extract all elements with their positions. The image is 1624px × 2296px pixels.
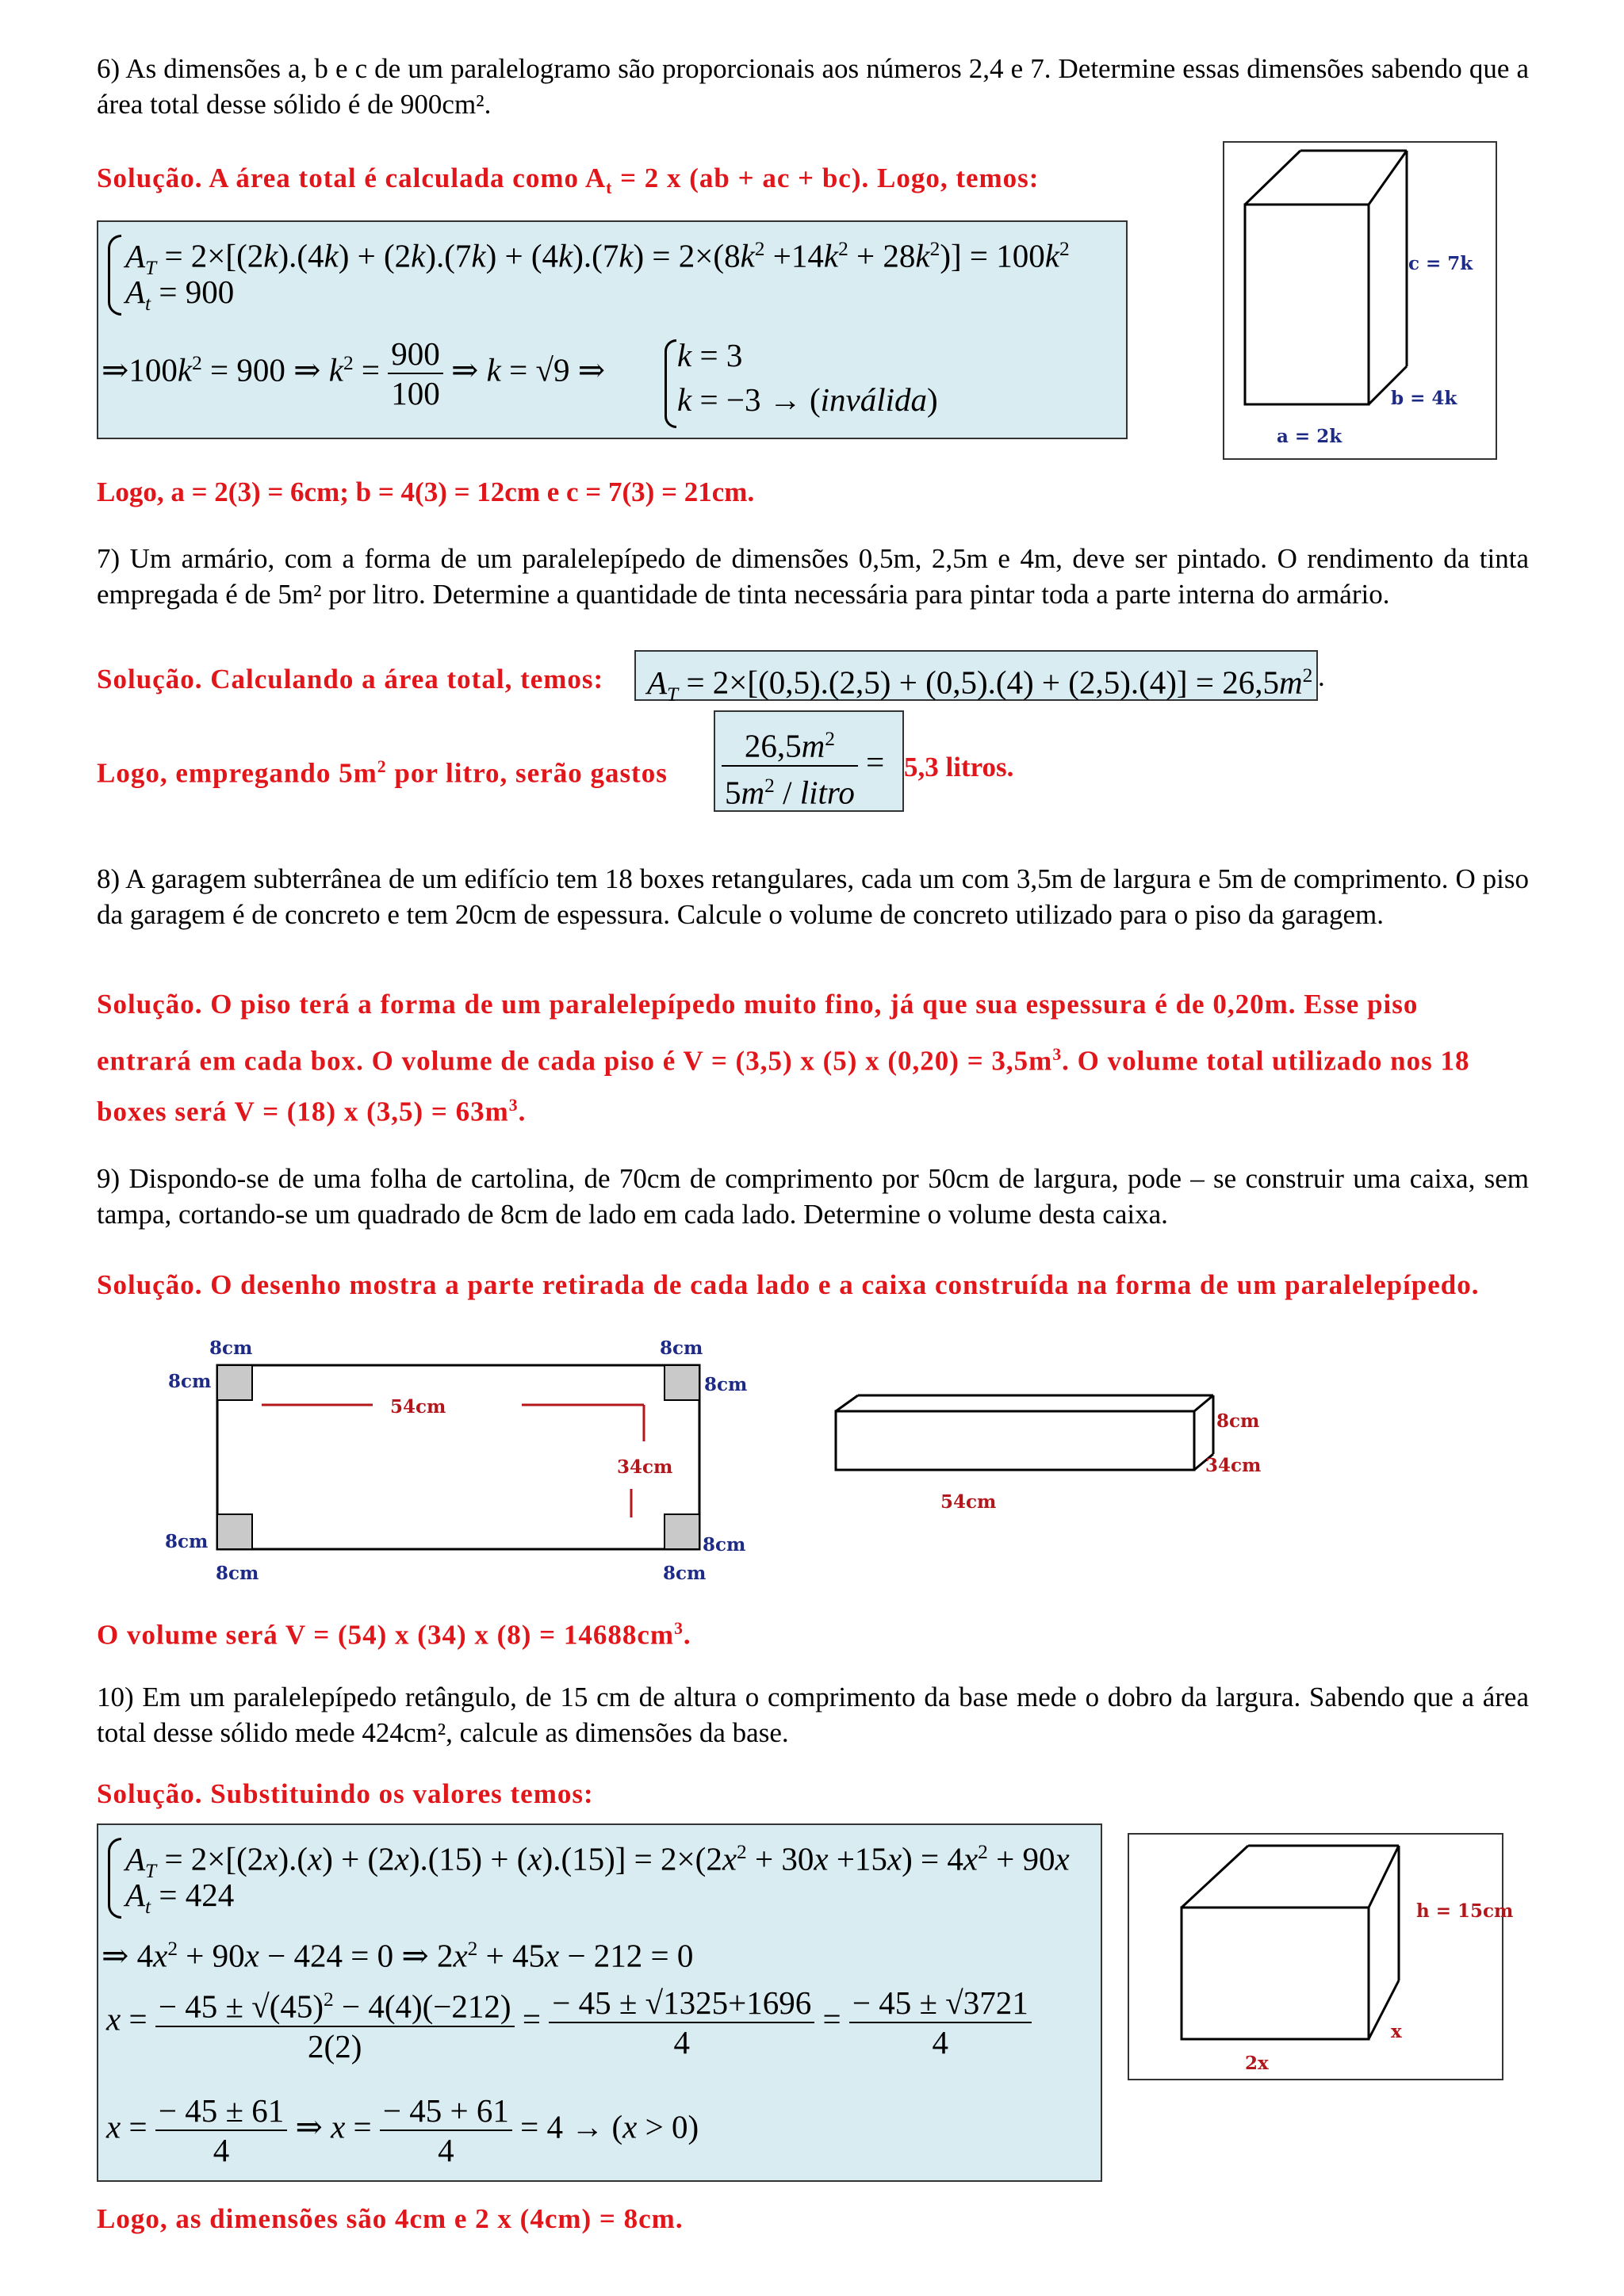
- q9-label-tr-right: 8cm: [704, 1374, 748, 1395]
- q7-period: .: [1318, 661, 1325, 692]
- q9-corner-tr: [665, 1365, 699, 1400]
- q9-corner-tl: [217, 1365, 252, 1400]
- q6-math-box: [97, 220, 1128, 439]
- q10-math-box: [97, 1823, 1102, 2182]
- q9-label-tl-left: 8cm: [168, 1371, 212, 1392]
- q9-label-width: 34cm: [617, 1456, 673, 1478]
- q9-conclusion: O volume será V = (54) x (34) x $(8) = 14688cm^3$.: [97, 1619, 691, 1651]
- q6-box-drawing: [1224, 143, 1496, 458]
- q6-k-pos: k = 3: [677, 337, 743, 373]
- q10-brace: [108, 1838, 121, 1919]
- q6-label-b: b = 4k: [1391, 388, 1457, 409]
- q9-label-bl-bottom: 8cm: [216, 1563, 259, 1584]
- q9-box-label-width: 34cm: [1205, 1455, 1262, 1476]
- q9-label-br-bottom: 8cm: [663, 1563, 707, 1584]
- q6-conclusion: Logo, a = 2(3) = 6cm; b = 4(3) = 12cm e c = 7(3) = 21cm.: [97, 476, 755, 507]
- q7-fraction-box: [714, 710, 904, 812]
- q9-box-label-height: 8cm: [1216, 1410, 1260, 1432]
- q10-label-h: h = 15cm: [1416, 1900, 1514, 1922]
- q9-label-tr-top: 8cm: [660, 1337, 703, 1359]
- q10-eq4: x = $\frac{- 45 \pm √(45)^2 - 4(4)(-212)}{2(2)}$ = $\frac{- 45 \pm √1325+1696}{4}$ = $\frac{- 45 \pm √3721}{4}$: [106, 1980, 1032, 2065]
- q7-conclusion: Logo, empregando $5m^2$ por litro, serão gastos: [97, 757, 668, 789]
- q7-fraction: $\frac{26,5m^2}{5m^2 / litro}$ =: [722, 720, 884, 811]
- q6-eq2: $A_t = 900$: [125, 274, 235, 316]
- q6-eq3: $\Rightarrow 100k^2 = 900$ ⇒ $k^2$ = $\frac{900}{100}$ ⇒ k = √9 ⇒: [102, 335, 606, 411]
- q9-corner-bl: [217, 1514, 252, 1549]
- q7-math-box: [634, 650, 1318, 706]
- q9-label-length: 54cm: [390, 1396, 446, 1418]
- q7-eq: $A_T = 2\times[(0,5).(2,5) + (0,5).(4) + (2,5).(4)] = 26,5m^2$: [647, 664, 1313, 706]
- q9-box-drawing: [825, 1372, 1269, 1530]
- q10-solution: Solução. Substituindo os valores temos:: [97, 1778, 594, 1809]
- q6-label-a: a = 2k: [1277, 426, 1342, 447]
- q8-solution-line2: entrará em cada box. O volume de cada piso é V = (3,5) x (5) x $(0,20) = 3,5m^3$. O volume total utilizado nos 18: [97, 1045, 1470, 1077]
- q9-label-tl-top: 8cm: [209, 1337, 253, 1359]
- q9-sheet-drawing: [159, 1330, 777, 1592]
- q9-label-bl-left: 8cm: [165, 1531, 209, 1552]
- q10-conclusion: Logo, as dimensões são 4cm e 2 x (4cm) = 8cm.: [97, 2203, 684, 2234]
- q6-solution: Solução. A área total é calculada como $A_t = 2$ x (ab + ac + bc). Logo, temos:: [97, 163, 1040, 197]
- q7-statement: 7) Um armário, com a forma de um paralelepípedo de dimensões 0,5m, 2,5m e 4m, deve ser pintado. O rendimento da tinta empregada é de 5m² por litro. Determine a quantidade de tinta necessária para pintar toda a parte interna do armário.: [97, 543, 1529, 610]
- q10-eq5: x = $\frac{- 45 \pm 61}{4}$ ⇒ x = $\frac{- 45 + 61}{4}$ = 4 → (x > 0): [106, 2092, 699, 2168]
- q8-solution-line1: Solução. O piso terá a forma de um paralelepípedo muito fino, já que sua espessura é de 0,20m. Esse piso: [97, 989, 1419, 1020]
- q10-statement: 10) Em um paralelepípedo retângulo, de 15 cm de altura o comprimento da base mede o dobro da largura. Sabendo que a área total desse sólido mede 424cm², calcule as dimensões da base.: [97, 1682, 1529, 1748]
- q10-label-base: 2x: [1245, 2053, 1269, 2074]
- q7-solution: Solução. Calculando a área total, temos:: [97, 664, 604, 695]
- q8-statement: 8) A garagem subterrânea de um edifício tem 18 boxes retangulares, cada um com 3,5m de largura e 5m de comprimento. O piso da garagem é de concreto e tem 20cm de espessura. Calcule o volume de concreto utilizado para o piso da garagem.: [97, 863, 1529, 930]
- q10-figure: [1128, 1833, 1514, 2080]
- q10-box-drawing: [1129, 1835, 1514, 2079]
- q9-label-br-right: 8cm: [703, 1534, 746, 1556]
- q10-label-x: x: [1391, 2021, 1402, 2042]
- q9-solution: Solução. O desenho mostra a parte retirada de cada lado e a caixa construída na forma de um paralelepípedo.: [97, 1269, 1480, 1300]
- q9-statement: 9) Dispondo-se de uma folha de cartolina, de 70cm de comprimento por 50cm de largura, pode – se construir uma caixa, sem tampa, cortando-se um quadrado de 8cm de lado em cada lado. Determine o volume desta caixa.: [97, 1163, 1529, 1230]
- q6-figure: [1223, 141, 1497, 460]
- q8-solution-line3: boxes será V = (18) x $(3,5) = 63m^3$.: [97, 1096, 527, 1127]
- q10-eq1: $A_T = 2\times[(2x).(x) + (2x).(15) + (x).(15)] = 2\times(2x^2 + 30x +15x) = 4x^2 + 90x$: [125, 1840, 1070, 1882]
- q6-brace: [108, 235, 121, 316]
- q6-eq1: $A_T = 2\times[(2k).(4k) + (2k).(7k) + (4k).(7k) = 2\times(8k^2 +14k^2 + 28k^2)] = 100k^2$: [125, 237, 1070, 279]
- q10-eq2: $A_t = 424$: [125, 1877, 235, 1919]
- q7-result: 5,3 litros.: [904, 752, 1014, 783]
- q6-brace-2: [665, 339, 676, 428]
- q9-box-label-length: 54cm: [940, 1491, 997, 1513]
- q6-k-neg: k = −3 → (inválida): [677, 381, 938, 418]
- q9-corner-br: [665, 1514, 699, 1549]
- q6-statement: 6) As dimensões a, b e c de um paralelogramo são proporcionais aos números 2,4 e 7. Determine essas dimensões sabendo que a área total desse sólido é de 900cm².: [97, 53, 1529, 120]
- q6-label-c: c = 7k: [1408, 253, 1473, 274]
- q10-eq3: ⇒ $4x^2 + 90x - 424 = 0$ ⇒ $2x^2 + 45x - 212 = 0$: [102, 1937, 694, 1974]
